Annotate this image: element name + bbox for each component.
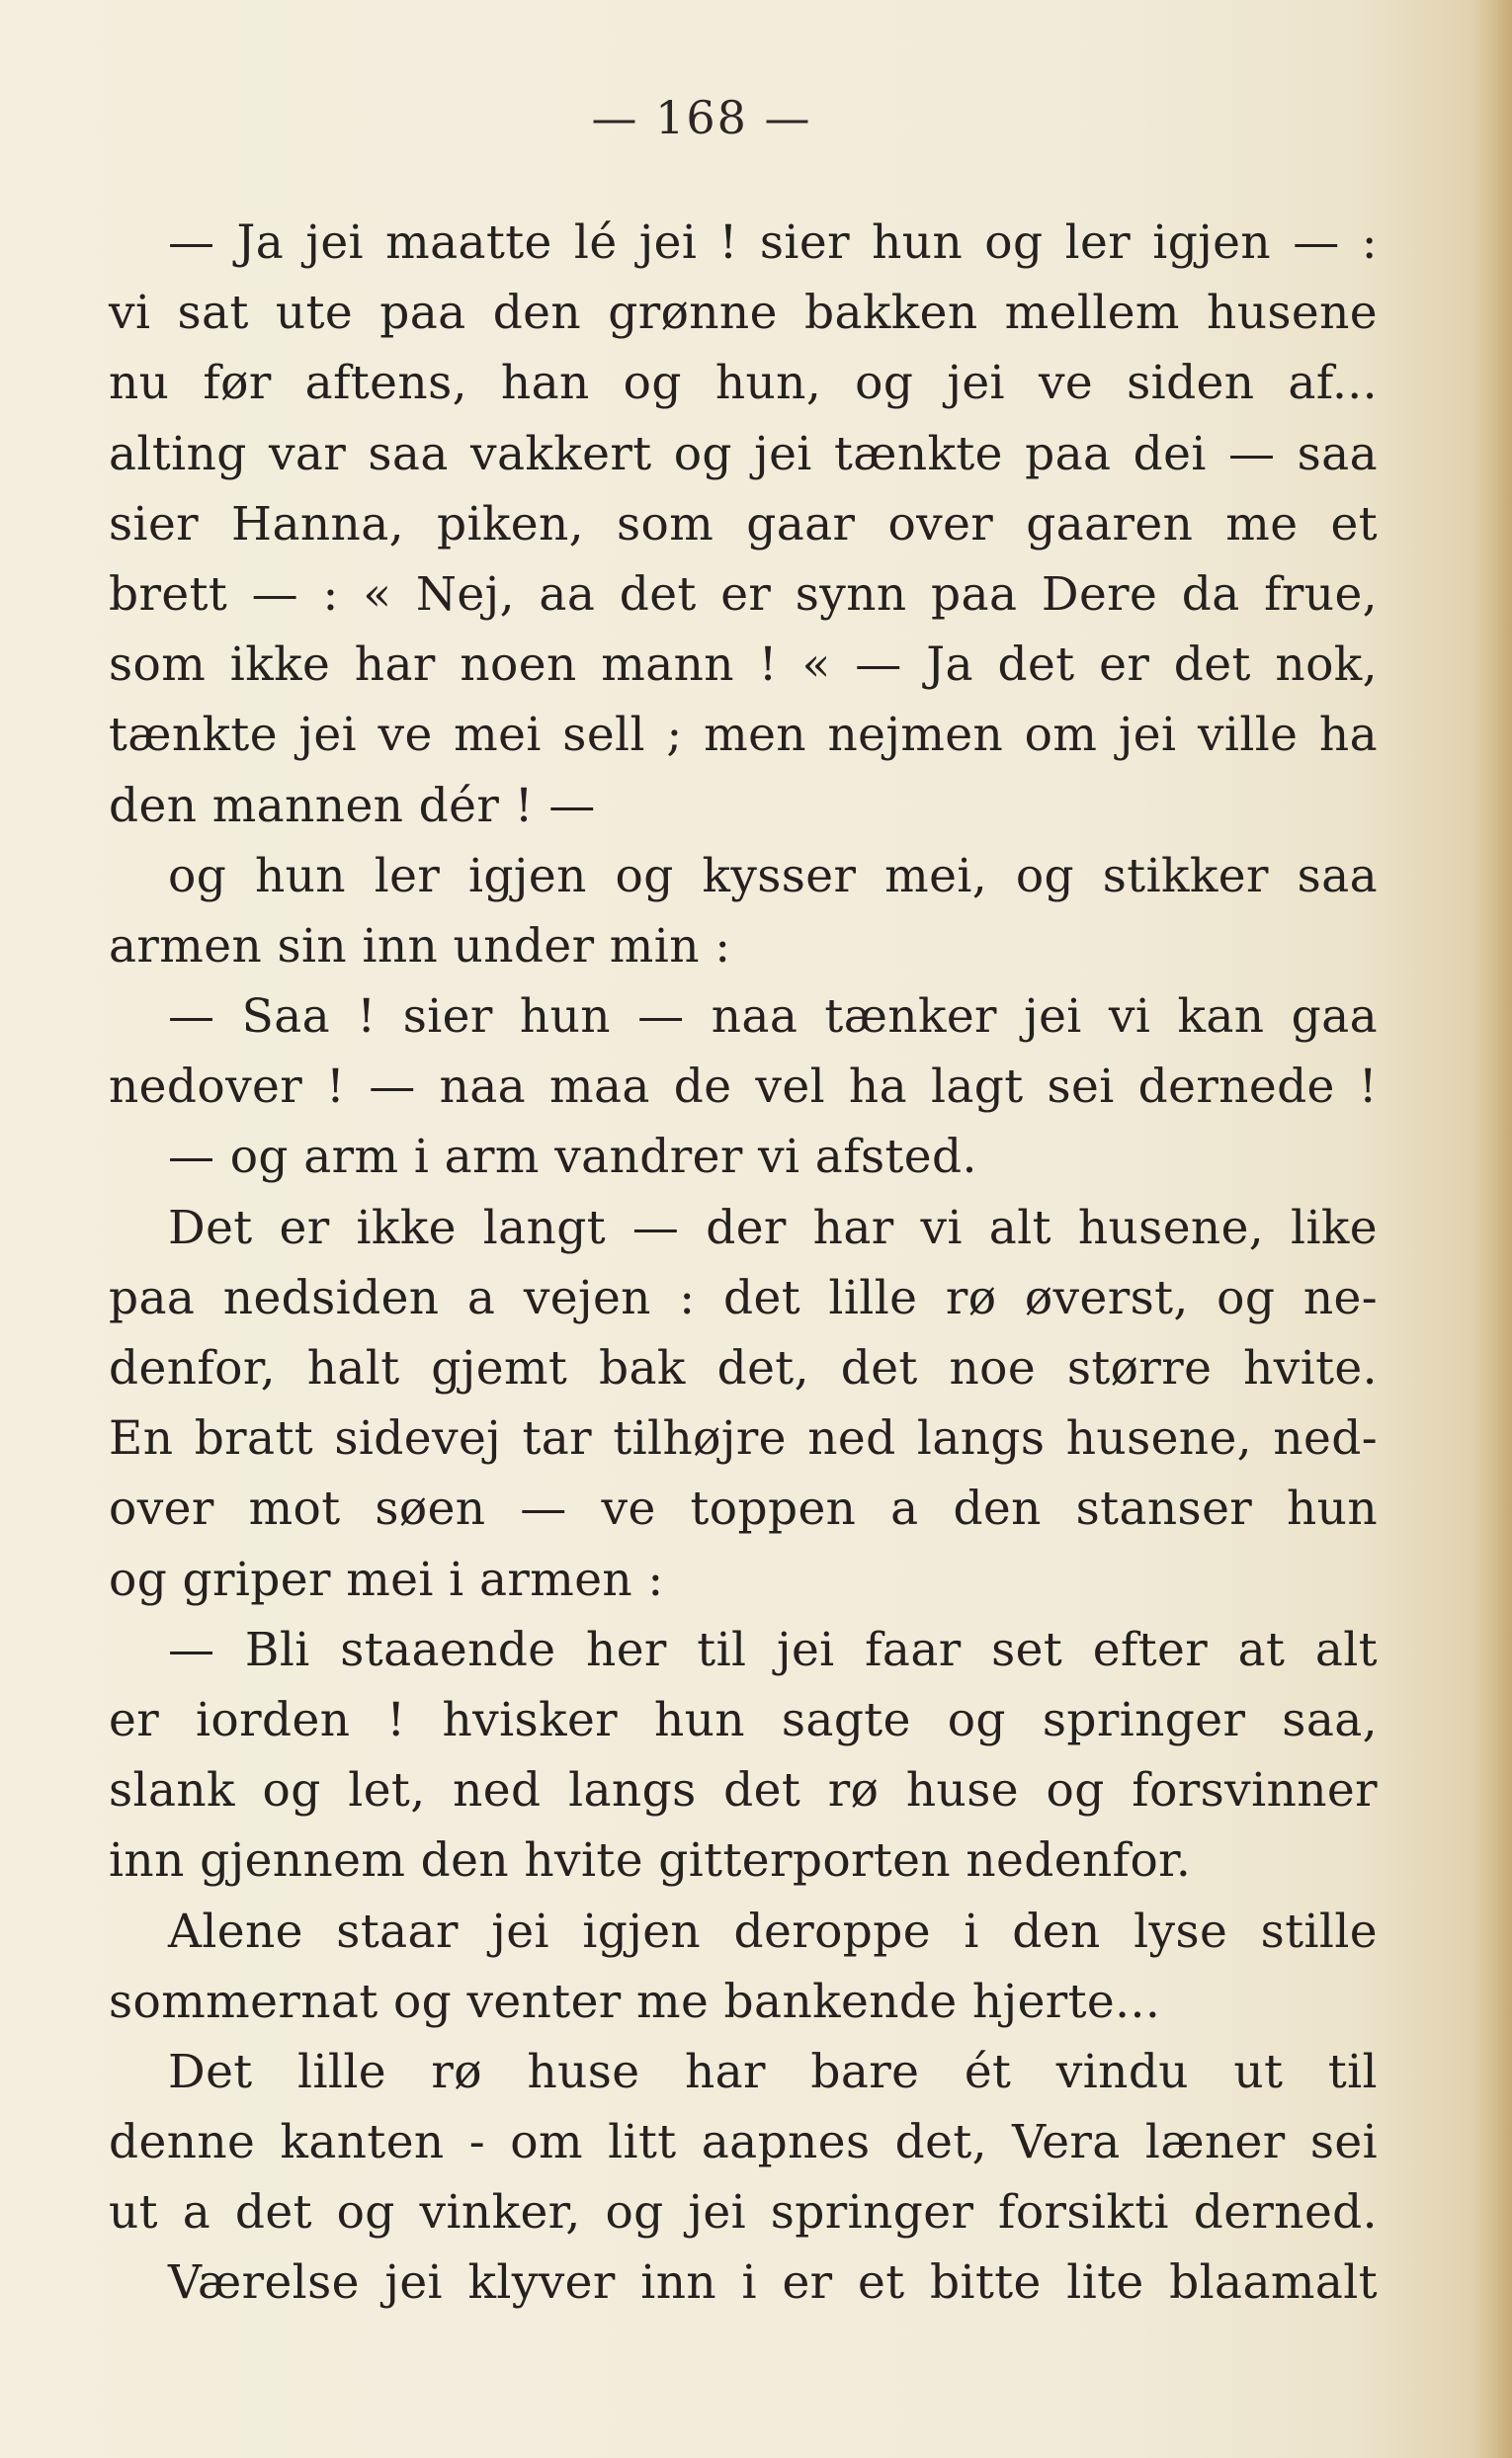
text-line: — Bli staaende her til jei faar set efter at alt bbox=[168, 1622, 1378, 1677]
page-edge-shadow bbox=[1472, 0, 1512, 2458]
text-line: nedover ! — naa maa de vel ha lagt sei dernede ! bbox=[109, 1059, 1378, 1115]
text-line: — Ja jei maatte lé jei ! sier hun og ler igjen — : bbox=[168, 215, 1378, 270]
text-line: og griper mei i armen : bbox=[109, 1552, 664, 1607]
text-line: paa nedsiden a vejen : det lille rø øverst, og ne- bbox=[109, 1270, 1378, 1325]
text-line: inn gjennem den hvite gitterporten nedenfor. bbox=[109, 1833, 1192, 1889]
text-line: er iorden ! hvisker hun sagte og springer saa, bbox=[109, 1692, 1378, 1747]
text-line: — Saa ! sier hun — naa tænker jei vi kan gaa bbox=[168, 989, 1378, 1045]
text-line: Alene staar jei igjen deroppe i den lyse stille bbox=[168, 1904, 1378, 1959]
text-line: — og arm i arm vandrer vi afsted. bbox=[168, 1130, 977, 1185]
text-line: sommernat og venter me bankende hjerte... bbox=[109, 1974, 1161, 2029]
text-line: ut a det og vinker, og jei springer forsikti derned. bbox=[109, 2185, 1378, 2241]
text-line: den mannen dér ! — bbox=[109, 778, 596, 833]
text-line: Værelse jei klyver inn i er et bitte lite blaamalt bbox=[168, 2255, 1378, 2311]
body-text bbox=[109, 208, 1378, 2319]
page-number: — 168 — bbox=[591, 91, 812, 144]
text-line: denne kanten - om litt aapnes det, Vera læner sei bbox=[109, 2115, 1378, 2170]
text-line: brett — : « Nej, aa det er synn paa Dere da frue, bbox=[109, 566, 1378, 622]
text-line: nu før aftens, han og hun, og jei ve siden af... bbox=[109, 356, 1378, 411]
text-line: sier Hanna, piken, som gaar over gaaren me et bbox=[109, 496, 1378, 551]
text-line: En bratt sidevej tar tilhøjre ned langs husene, ned- bbox=[109, 1411, 1378, 1467]
text-line: Det er ikke langt — der har vi alt husene, like bbox=[168, 1200, 1378, 1255]
text-line: alting var saa vakkert og jei tænkte paa dei — saa bbox=[109, 426, 1378, 481]
text-line: tænkte jei ve mei sell ; men nejmen om jei ville ha bbox=[109, 708, 1378, 763]
text-line: over mot søen — ve toppen a den stanser hun bbox=[109, 1482, 1378, 1537]
text-line: vi sat ute paa den grønne bakken mellem husene bbox=[109, 286, 1378, 341]
text-line: som ikke har noen mann ! « — Ja det er det nok, bbox=[109, 637, 1378, 693]
text-line: slank og let, ned langs det rø huse og forsvinner bbox=[109, 1763, 1378, 1819]
text-line: Det lille rø huse har bare ét vindu ut til bbox=[168, 2044, 1378, 2099]
text-line: denfor, halt gjemt bak det, det noe større hvite. bbox=[109, 1341, 1378, 1396]
text-line: og hun ler igjen og kysser mei, og stikker saa bbox=[168, 848, 1378, 903]
text-line: armen sin inn under min : bbox=[109, 918, 731, 974]
